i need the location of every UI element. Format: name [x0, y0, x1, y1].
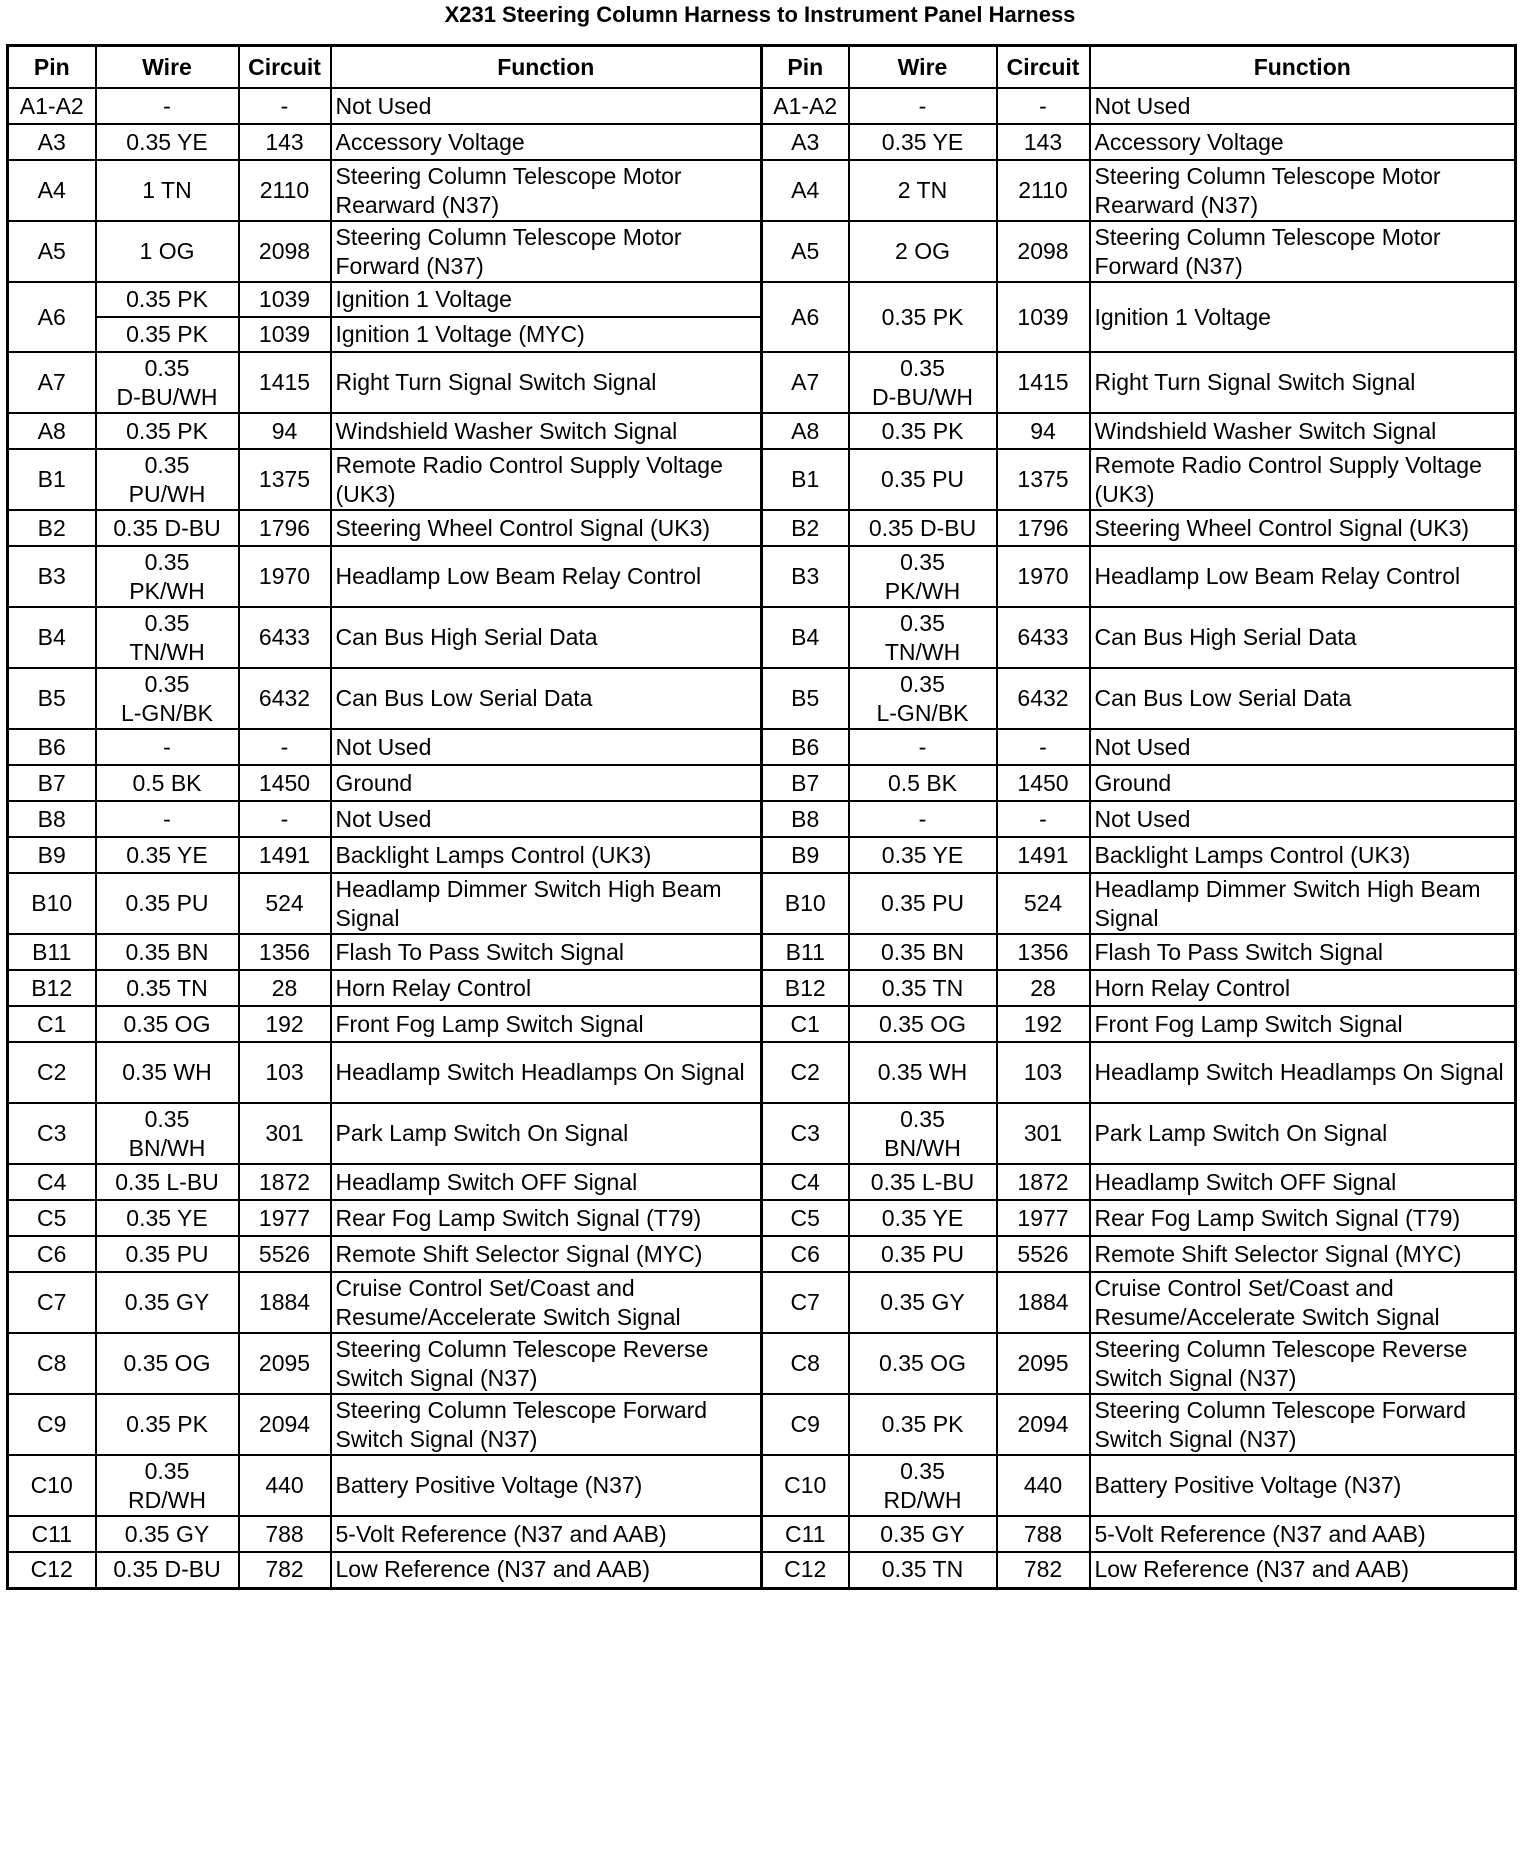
wire-cell: 1 TN	[96, 160, 239, 221]
function-cell: Horn Relay Control	[331, 970, 762, 1006]
wire-cell: 0.35 D-BU	[96, 510, 239, 546]
function-cell: Cruise Control Set/Coast and Resume/Accelerate Switch Signal	[1090, 1272, 1516, 1333]
wire-cell: 0.35 PK/WH	[849, 546, 997, 607]
function-cell: Ignition 1 Voltage (MYC)	[331, 317, 762, 352]
table-row	[8, 413, 1516, 449]
function-cell: Steering Column Telescope Reverse Switch Signal (N37)	[331, 1333, 762, 1394]
pin-cell: B7	[762, 765, 849, 801]
pin-cell: A4	[8, 160, 96, 221]
circuit-cell: 782	[239, 1552, 331, 1588]
circuit-cell: 1039	[239, 282, 331, 317]
pin-cell: C3	[8, 1103, 96, 1164]
function-cell: Park Lamp Switch On Signal	[1090, 1103, 1516, 1164]
wire-cell: 0.35 BN	[849, 934, 997, 970]
table-row	[8, 1552, 1516, 1588]
function-cell: Ground	[331, 765, 762, 801]
table-row	[8, 1236, 1516, 1272]
wire-cell: 0.35 OG	[849, 1333, 997, 1394]
function-cell: Not Used	[1090, 88, 1516, 124]
function-cell: Steering Column Telescope Motor Forward (N37)	[1090, 221, 1516, 282]
circuit-cell: -	[997, 88, 1090, 124]
pin-cell: A5	[8, 221, 96, 282]
wire-cell: 0.35 PU	[96, 1236, 239, 1272]
wire-cell: 0.35 PK	[96, 1394, 239, 1455]
table-row	[8, 801, 1516, 837]
wire-cell: 0.35 BN	[96, 934, 239, 970]
circuit-cell: 1450	[997, 765, 1090, 801]
pin-cell: C11	[8, 1516, 96, 1552]
function-cell: Ignition 1 Voltage	[331, 282, 762, 317]
function-cell: Steering Wheel Control Signal (UK3)	[331, 510, 762, 546]
wire-cell: 1 OG	[96, 221, 239, 282]
function-cell: Can Bus High Serial Data	[331, 607, 762, 668]
wire-cell: 0.35 YE	[96, 124, 239, 160]
pin-cell: B4	[762, 607, 849, 668]
table-row	[8, 1333, 1516, 1394]
wire-cell: 0.35 YE	[849, 837, 997, 873]
pin-cell: B3	[762, 546, 849, 607]
circuit-cell: 1375	[239, 449, 331, 510]
function-cell: Ignition 1 Voltage	[1090, 282, 1516, 352]
wire-cell: 0.5 BK	[849, 765, 997, 801]
wire-cell: 0.35 PK	[849, 282, 997, 352]
pin-cell: B2	[762, 510, 849, 546]
connector-pinout-table	[6, 44, 1517, 1590]
wire-cell: 0.5 BK	[96, 765, 239, 801]
table-row	[8, 873, 1516, 934]
pin-cell: B11	[8, 934, 96, 970]
wire-cell: 0.35 YE	[849, 124, 997, 160]
circuit-cell: -	[239, 729, 331, 765]
function-cell: Steering Column Telescope Motor Rearward (N37)	[331, 160, 762, 221]
circuit-cell: 6432	[239, 668, 331, 729]
pin-cell: C9	[8, 1394, 96, 1455]
function-cell: Park Lamp Switch On Signal	[331, 1103, 762, 1164]
circuit-cell: 1796	[239, 510, 331, 546]
pin-cell: C2	[762, 1042, 849, 1103]
table-row	[8, 934, 1516, 970]
pin-cell: C10	[762, 1455, 849, 1516]
circuit-cell: 1356	[997, 934, 1090, 970]
pin-cell: B4	[8, 607, 96, 668]
wire-cell: 0.35 PU	[849, 449, 997, 510]
function-cell: Headlamp Dimmer Switch High Beam Signal	[1090, 873, 1516, 934]
col-header-function: Function	[331, 46, 762, 89]
circuit-cell: 2095	[239, 1333, 331, 1394]
pin-cell: C6	[8, 1236, 96, 1272]
circuit-cell: 782	[997, 1552, 1090, 1588]
function-cell: Headlamp Switch OFF Signal	[1090, 1164, 1516, 1200]
table-row	[8, 1455, 1516, 1516]
page-title: X231 Steering Column Harness to Instrument Panel Harness	[444, 2, 1076, 27]
circuit-cell: -	[239, 801, 331, 837]
circuit-cell: 2094	[239, 1394, 331, 1455]
wire-cell: 0.35 GY	[96, 1516, 239, 1552]
wire-cell: 0.35 TN/WH	[96, 607, 239, 668]
circuit-cell: 28	[239, 970, 331, 1006]
table-row	[8, 1516, 1516, 1552]
table-row	[8, 510, 1516, 546]
wire-cell: 0.35 PK	[96, 317, 239, 352]
pin-cell: C6	[762, 1236, 849, 1272]
circuit-cell: -	[997, 729, 1090, 765]
col-header-circuit: Circuit	[239, 46, 331, 89]
circuit-cell: 5526	[997, 1236, 1090, 1272]
function-cell: Steering Column Telescope Forward Switch Signal (N37)	[331, 1394, 762, 1455]
function-cell: Not Used	[331, 88, 762, 124]
function-cell: Flash To Pass Switch Signal	[331, 934, 762, 970]
pin-cell: B6	[762, 729, 849, 765]
pin-cell: B5	[762, 668, 849, 729]
circuit-cell: 28	[997, 970, 1090, 1006]
wire-cell: 0.35 D-BU/WH	[849, 352, 997, 413]
circuit-cell: 1884	[239, 1272, 331, 1333]
table-row	[8, 1103, 1516, 1164]
table-row	[8, 765, 1516, 801]
wire-cell: 0.35 RD/WH	[96, 1455, 239, 1516]
pin-cell: A5	[762, 221, 849, 282]
wire-cell: 0.35 BN/WH	[96, 1103, 239, 1164]
pin-cell: C12	[8, 1552, 96, 1588]
function-cell: Steering Wheel Control Signal (UK3)	[1090, 510, 1516, 546]
wire-cell: 0.35 PU	[849, 873, 997, 934]
function-cell: Front Fog Lamp Switch Signal	[1090, 1006, 1516, 1042]
wire-cell: 0.35 D-BU	[849, 510, 997, 546]
wire-cell: 0.35 L-GN/BK	[96, 668, 239, 729]
pin-cell: C11	[762, 1516, 849, 1552]
pin-cell: B8	[8, 801, 96, 837]
function-cell: Low Reference (N37 and AAB)	[331, 1552, 762, 1588]
pin-cell: C5	[8, 1200, 96, 1236]
pin-cell: C10	[8, 1455, 96, 1516]
circuit-cell: 1970	[997, 546, 1090, 607]
pin-cell: C3	[762, 1103, 849, 1164]
function-cell: Headlamp Switch Headlamps On Signal	[1090, 1042, 1516, 1103]
circuit-cell: 1872	[997, 1164, 1090, 1200]
circuit-cell: 1884	[997, 1272, 1090, 1333]
circuit-cell: 143	[239, 124, 331, 160]
pin-cell: B12	[8, 970, 96, 1006]
circuit-cell: 1415	[239, 352, 331, 413]
table-row	[8, 1394, 1516, 1455]
circuit-cell: 1491	[997, 837, 1090, 873]
function-cell: Headlamp Low Beam Relay Control	[331, 546, 762, 607]
circuit-cell: 1356	[239, 934, 331, 970]
circuit-cell: 524	[239, 873, 331, 934]
circuit-cell: 1970	[239, 546, 331, 607]
pin-cell: A3	[762, 124, 849, 160]
pin-cell: B11	[762, 934, 849, 970]
wire-cell: -	[849, 88, 997, 124]
pin-cell: C7	[8, 1272, 96, 1333]
pin-cell: B9	[8, 837, 96, 873]
function-cell: Remote Shift Selector Signal (MYC)	[1090, 1236, 1516, 1272]
pin-cell: B7	[8, 765, 96, 801]
circuit-cell: 2098	[239, 221, 331, 282]
pin-cell: C1	[8, 1006, 96, 1042]
wire-cell: 0.35 PU/WH	[96, 449, 239, 510]
wire-cell: 0.35 OG	[96, 1333, 239, 1394]
wire-cell: 0.35 WH	[849, 1042, 997, 1103]
pin-cell: B2	[8, 510, 96, 546]
function-cell: Not Used	[1090, 729, 1516, 765]
circuit-cell: 94	[239, 413, 331, 449]
wire-cell: 0.35 GY	[96, 1272, 239, 1333]
function-cell: 5-Volt Reference (N37 and AAB)	[331, 1516, 762, 1552]
function-cell: Front Fog Lamp Switch Signal	[331, 1006, 762, 1042]
function-cell: Right Turn Signal Switch Signal	[331, 352, 762, 413]
wire-cell: 0.35 YE	[96, 837, 239, 873]
function-cell: Backlight Lamps Control (UK3)	[1090, 837, 1516, 873]
pin-cell: A8	[762, 413, 849, 449]
pin-cell: B3	[8, 546, 96, 607]
function-cell: Windshield Washer Switch Signal	[331, 413, 762, 449]
function-cell: Steering Column Telescope Motor Rearward (N37)	[1090, 160, 1516, 221]
pin-cell: B12	[762, 970, 849, 1006]
circuit-cell: 1977	[239, 1200, 331, 1236]
table-row	[8, 88, 1516, 124]
col-header-function-2: Function	[1090, 46, 1516, 89]
function-cell: Battery Positive Voltage (N37)	[1090, 1455, 1516, 1516]
table-row	[8, 221, 1516, 282]
pin-cell: A6	[762, 282, 849, 352]
wire-cell: 0.35 YE	[96, 1200, 239, 1236]
circuit-cell: 2110	[997, 160, 1090, 221]
pin-cell: C7	[762, 1272, 849, 1333]
function-cell: Headlamp Low Beam Relay Control	[1090, 546, 1516, 607]
wire-cell: 0.35 PK/WH	[96, 546, 239, 607]
circuit-cell: 1415	[997, 352, 1090, 413]
table-row	[8, 1164, 1516, 1200]
pin-cell: C1	[762, 1006, 849, 1042]
col-header-wire: Wire	[96, 46, 239, 89]
wire-cell: 0.35 GY	[849, 1272, 997, 1333]
table-row	[8, 668, 1516, 729]
wire-cell: -	[849, 801, 997, 837]
function-cell: Can Bus Low Serial Data	[1090, 668, 1516, 729]
circuit-cell: 192	[997, 1006, 1090, 1042]
wire-cell: 0.35 PU	[96, 873, 239, 934]
circuit-cell: 6432	[997, 668, 1090, 729]
pin-cell: A3	[8, 124, 96, 160]
wire-cell: 0.35 L-BU	[849, 1164, 997, 1200]
pin-cell: C4	[762, 1164, 849, 1200]
circuit-cell: 1039	[239, 317, 331, 352]
pin-cell: B1	[8, 449, 96, 510]
function-cell: Remote Radio Control Supply Voltage (UK3)	[1090, 449, 1516, 510]
circuit-cell: 2095	[997, 1333, 1090, 1394]
wire-cell: 0.35 PK	[96, 282, 239, 317]
table-row	[8, 449, 1516, 510]
circuit-cell: 143	[997, 124, 1090, 160]
pin-cell: C8	[762, 1333, 849, 1394]
table-row	[8, 124, 1516, 160]
function-cell: Steering Column Telescope Motor Forward (N37)	[331, 221, 762, 282]
function-cell: Accessory Voltage	[1090, 124, 1516, 160]
col-header-pin: Pin	[8, 46, 96, 89]
circuit-cell: 1039	[997, 282, 1090, 352]
table-row	[8, 1042, 1516, 1103]
circuit-cell: 103	[997, 1042, 1090, 1103]
wire-cell: 0.35 BN/WH	[849, 1103, 997, 1164]
pin-cell: B1	[762, 449, 849, 510]
pin-cell: A7	[8, 352, 96, 413]
table-row	[8, 1272, 1516, 1333]
circuit-cell: 2110	[239, 160, 331, 221]
function-cell: Accessory Voltage	[331, 124, 762, 160]
pin-cell: A7	[762, 352, 849, 413]
circuit-cell: 1375	[997, 449, 1090, 510]
col-header-circuit-2: Circuit	[997, 46, 1090, 89]
circuit-cell: 1872	[239, 1164, 331, 1200]
wire-cell: 0.35 TN/WH	[849, 607, 997, 668]
circuit-cell: 301	[239, 1103, 331, 1164]
circuit-cell: 1450	[239, 765, 331, 801]
table-row	[8, 160, 1516, 221]
wire-cell: 0.35 PK	[96, 413, 239, 449]
pin-cell: C2	[8, 1042, 96, 1103]
pin-cell: A6	[8, 282, 96, 352]
pin-cell: C5	[762, 1200, 849, 1236]
col-header-pin-2: Pin	[762, 46, 849, 89]
pin-cell: B6	[8, 729, 96, 765]
wire-cell: 0.35 WH	[96, 1042, 239, 1103]
circuit-cell: 524	[997, 873, 1090, 934]
pin-cell: C8	[8, 1333, 96, 1394]
wire-cell: 0.35 PK	[849, 1394, 997, 1455]
circuit-cell: 1491	[239, 837, 331, 873]
wire-cell: 0.35 RD/WH	[849, 1455, 997, 1516]
circuit-cell: 5526	[239, 1236, 331, 1272]
table-row	[8, 970, 1516, 1006]
function-cell: Not Used	[331, 729, 762, 765]
wire-cell: 0.35 YE	[849, 1200, 997, 1236]
function-cell: Can Bus Low Serial Data	[331, 668, 762, 729]
circuit-cell: 103	[239, 1042, 331, 1103]
wire-cell: -	[849, 729, 997, 765]
function-cell: Ground	[1090, 765, 1516, 801]
circuit-cell: 192	[239, 1006, 331, 1042]
pin-cell: A8	[8, 413, 96, 449]
wire-cell: -	[96, 729, 239, 765]
function-cell: Steering Column Telescope Reverse Switch Signal (N37)	[1090, 1333, 1516, 1394]
wire-cell: 0.35 L-BU	[96, 1164, 239, 1200]
pin-cell: B9	[762, 837, 849, 873]
function-cell: Remote Shift Selector Signal (MYC)	[331, 1236, 762, 1272]
circuit-cell: 1796	[997, 510, 1090, 546]
circuit-cell: 788	[239, 1516, 331, 1552]
pin-cell: C9	[762, 1394, 849, 1455]
pin-cell: B5	[8, 668, 96, 729]
header-row	[8, 46, 1516, 89]
wire-cell: 2 OG	[849, 221, 997, 282]
table-row	[8, 1006, 1516, 1042]
function-cell: Headlamp Switch Headlamps On Signal	[331, 1042, 762, 1103]
circuit-cell: 2094	[997, 1394, 1090, 1455]
wire-cell: -	[96, 801, 239, 837]
circuit-cell: 440	[997, 1455, 1090, 1516]
wire-cell: 0.35 PK	[849, 413, 997, 449]
wire-cell: 0.35 OG	[96, 1006, 239, 1042]
table-row	[8, 352, 1516, 413]
table-row	[8, 607, 1516, 668]
function-cell: Flash To Pass Switch Signal	[1090, 934, 1516, 970]
wire-cell: 0.35 GY	[849, 1516, 997, 1552]
wire-cell: 0.35 D-BU	[96, 1552, 239, 1588]
function-cell: Cruise Control Set/Coast and Resume/Accelerate Switch Signal	[331, 1272, 762, 1333]
circuit-cell: 301	[997, 1103, 1090, 1164]
pin-cell: B10	[762, 873, 849, 934]
function-cell: Windshield Washer Switch Signal	[1090, 413, 1516, 449]
pin-cell: B10	[8, 873, 96, 934]
function-cell: Backlight Lamps Control (UK3)	[331, 837, 762, 873]
function-cell: Not Used	[1090, 801, 1516, 837]
function-cell: Can Bus High Serial Data	[1090, 607, 1516, 668]
circuit-cell: 1977	[997, 1200, 1090, 1236]
wire-cell: 0.35 TN	[849, 1552, 997, 1588]
col-header-wire-2: Wire	[849, 46, 997, 89]
function-cell: Not Used	[331, 801, 762, 837]
circuit-cell: 788	[997, 1516, 1090, 1552]
circuit-cell: 6433	[239, 607, 331, 668]
function-cell: Rear Fog Lamp Switch Signal (T79)	[331, 1200, 762, 1236]
function-cell: Headlamp Dimmer Switch High Beam Signal	[331, 873, 762, 934]
pin-cell: A4	[762, 160, 849, 221]
pin-cell: C12	[762, 1552, 849, 1588]
wire-cell: 2 TN	[849, 160, 997, 221]
table-row	[8, 282, 1516, 317]
function-cell: Remote Radio Control Supply Voltage (UK3)	[331, 449, 762, 510]
circuit-cell: 440	[239, 1455, 331, 1516]
wire-cell: 0.35 TN	[96, 970, 239, 1006]
circuit-cell: 94	[997, 413, 1090, 449]
circuit-cell: 6433	[997, 607, 1090, 668]
table-row	[8, 837, 1516, 873]
circuit-cell: -	[239, 88, 331, 124]
wire-cell: -	[96, 88, 239, 124]
pin-cell: B8	[762, 801, 849, 837]
function-cell: Horn Relay Control	[1090, 970, 1516, 1006]
table-row	[8, 1200, 1516, 1236]
function-cell: 5-Volt Reference (N37 and AAB)	[1090, 1516, 1516, 1552]
function-cell: Rear Fog Lamp Switch Signal (T79)	[1090, 1200, 1516, 1236]
function-cell: Battery Positive Voltage (N37)	[331, 1455, 762, 1516]
function-cell: Low Reference (N37 and AAB)	[1090, 1552, 1516, 1588]
pin-cell: A1-A2	[8, 88, 96, 124]
wire-cell: 0.35 L-GN/BK	[849, 668, 997, 729]
wire-cell: 0.35 D-BU/WH	[96, 352, 239, 413]
wire-cell: 0.35 PU	[849, 1236, 997, 1272]
pin-cell: C4	[8, 1164, 96, 1200]
pin-cell: A1-A2	[762, 88, 849, 124]
wire-cell: 0.35 OG	[849, 1006, 997, 1042]
function-cell: Right Turn Signal Switch Signal	[1090, 352, 1516, 413]
table-row	[8, 546, 1516, 607]
circuit-cell: -	[997, 801, 1090, 837]
function-cell: Headlamp Switch OFF Signal	[331, 1164, 762, 1200]
function-cell: Steering Column Telescope Forward Switch Signal (N37)	[1090, 1394, 1516, 1455]
circuit-cell: 2098	[997, 221, 1090, 282]
wire-cell: 0.35 TN	[849, 970, 997, 1006]
table-row	[8, 729, 1516, 765]
